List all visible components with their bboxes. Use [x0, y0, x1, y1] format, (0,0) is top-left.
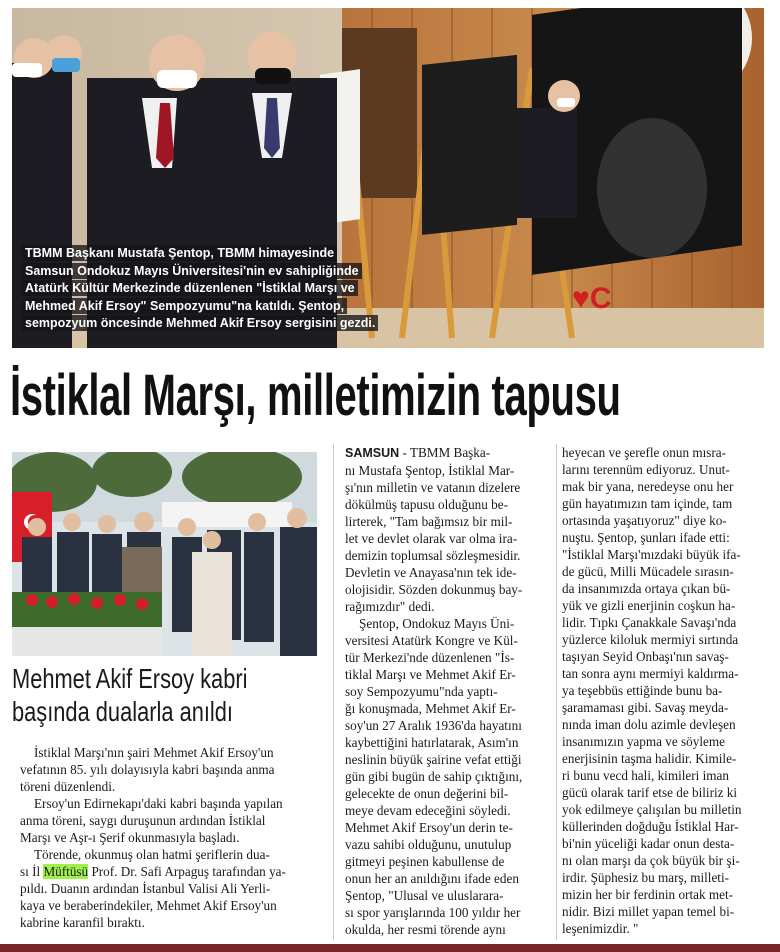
article-line: Devletin ve Anayasa'nın tek ide-	[345, 565, 517, 580]
article-line: şaramaması gibi. Savaş meyda-	[562, 700, 729, 715]
article-line: ya teşebbüs ettiğinde bunu ba-	[562, 683, 723, 698]
article-line: lidir. Tıpkı Çanakkale Savaşı'nda	[562, 615, 737, 630]
article-line: nuştu. Şentop, şunları ifade etti:	[562, 530, 730, 545]
article-column-3	[562, 444, 767, 937]
dateline: SAMSUN	[345, 446, 400, 460]
article-line: sı spor yarışlarında 100 yıldır her	[345, 905, 521, 920]
article-line: gücü olarak tarif etse de biliriz ki	[562, 785, 738, 800]
article-line: kaybettiğini hatırlatarak, Asım'ın	[345, 735, 519, 750]
article-line: gelecekte de onun değerini bil-	[345, 786, 509, 801]
article-line: okulda, her resmi törende aynı	[345, 922, 506, 937]
article-line: vazu sahibi olduğunu, unutulup	[345, 837, 512, 852]
article-line: irdir. Şüphesiz bu marş, milleti-	[562, 870, 730, 885]
article-line: tür Merkezi'nde düzenlenen "İs-	[345, 650, 515, 665]
article-line: şı'nın milletin ve vatanın dizelere	[345, 480, 521, 495]
article-line: gitmeyi peşinen kabullense de	[345, 854, 505, 869]
article-line: bi'nin yüceliği kadar onun desta-	[562, 836, 735, 851]
caption-line: sempozyum öncesinde Mehmed Akif Ersoy sergisini gezdi.	[22, 315, 378, 331]
article-line: heyecan ve şerefle onun mısra-	[562, 445, 727, 460]
caption-line: Samsun Ondokuz Mayıs Üniversitesi'nin ev sahipliğinde	[22, 263, 362, 279]
article-line: onun her an anıldığını ifade eden	[345, 871, 519, 886]
article-line: yük ve gizli enerjinin coşkun ha-	[562, 598, 736, 613]
article-line: gün hayatımızın tam içinde, tam	[562, 496, 733, 511]
article-line: insanımızın yapma ve söyleme	[562, 734, 725, 749]
article-line: tiklal Marşı ve Mehmet Akif Er-	[345, 667, 516, 682]
article-line: enerjisinin taşma halidir. Kimile-	[562, 751, 737, 766]
article-line: ri bunu vecd hali, kimileri iman	[562, 768, 730, 783]
article-line: let ve devlet olarak var olma ira-	[345, 531, 518, 546]
article-line: taşıyan Seyid Onbaşı'nın savaş-	[562, 649, 729, 664]
article-line: Şentop, Ondokuz Mayıs Üni-	[359, 616, 515, 631]
article-line: nında iman dolu azimle devleşen	[562, 717, 736, 732]
article-line: tan sonra aynı mermiyi kaldırma-	[562, 666, 739, 681]
article-line: demizin toplumsal sözleşmesidir.	[345, 548, 521, 563]
article-line: soy'un 27 Aralık 1936'da hayatını	[345, 718, 522, 733]
article-line: meye devam edeceğini söyledi.	[345, 803, 511, 818]
article-line: da insanımızda ortaya çıkan bü-	[562, 581, 731, 596]
article-line: küllerinden doğduğu İstiklal Har-	[562, 819, 739, 834]
article-line: nı olan marşı da çok büyük bir şi-	[562, 853, 740, 868]
article-line: Mehmet Akif Ersoy'un derin te-	[345, 820, 513, 835]
article-line: de gücü, Milli Mücadele sırasın-	[562, 564, 734, 579]
article-line: lirterek, "Tam bağımsız bir mil-	[345, 514, 513, 529]
secondary-story-body	[20, 744, 320, 931]
article-line: "İstiklal Marşı'mızdaki büyük ifa-	[562, 547, 741, 562]
article-line: leşenimizdir. "	[562, 921, 639, 936]
caption-line: Mehmed Akif Ersoy" Sempozyumu"na katıldı. Şentop,	[22, 298, 347, 314]
article-line: soy Sempozyumu"nda yaptı-	[345, 684, 498, 699]
article-line: dökülmüş tapusu olduğunu be-	[345, 497, 509, 512]
secondary-headline	[12, 662, 322, 728]
article-line: neslinin büyük şairine vefat ettiği	[345, 752, 522, 767]
column-divider	[333, 444, 334, 940]
paragraph: Törende, okunmuş olan hatmi şeriflerin dua- sı İl Müftüsü Prof. Dr. Safi Arpaguş tarafından ya- pıldı. Duanın ardından İstanbul Valisi Ali Yerli- kaya ve beraberindekiler, Mehmet Akif Ersoy'un kabrine karanfil bıraktı.	[20, 847, 286, 930]
article-line: mak bir yana, neredeyse onu her	[562, 479, 734, 494]
article-line: yüzlerce kiloluk mermiyi sırtında	[562, 632, 739, 647]
article-line: ğı konuşmada, Mehmet Akif Er-	[345, 701, 516, 716]
caption-line: TBMM Başkanı Mustafa Şentop, TBMM himayesinde	[22, 245, 337, 261]
paragraph: İstiklal Marşı'nın şairi Mehmet Akif Ersoy'un vefatının 85. yılı dolayısıyla kabri başında anma töreni düzenlendi.	[20, 745, 275, 794]
article-line: yok edilmeye çalışılan bu milletin	[562, 802, 742, 817]
article-line: rağımızdır" dedi.	[345, 599, 435, 614]
article-line: Şentop, "Ulusal ve uluslarara-	[345, 888, 504, 903]
secondary-headline-line: başında dualarla anıldı	[12, 696, 233, 727]
ceremony-photo	[12, 452, 317, 656]
caption-line: Atatürk Kültür Merkezinde düzenlenen "İstiklal Marşı ve	[22, 280, 358, 296]
photo-caption	[22, 245, 394, 333]
article-line: gün gibi bugün de sahip çıktığını,	[345, 769, 523, 784]
article-line: nı Mustafa Şentop, İstiklal Mar-	[345, 463, 515, 478]
article-line: versitesi Atatürk Kongre ve Kül-	[345, 633, 518, 648]
article-column-2: SAMSUN - TBMM Başka- nı Mustafa Şentop, İstiklal Mar- şı'nın milletin ve vatanın dizelere dökülmüş tapusu olduğunu be- lirterek, "Tam bağımsız bir mil- let ve devlet olarak var olma ira- demizin toplumsal sözleşmesidir. Devletin ve Anayasa'nın tek ide- olojisidir. Sözden dokunmuş bay- rağımızdır" dedi. Şentop, Ondokuz Mayıs Üni- versitesi Atatürk Kongre ve Kül- tür Merkezi'nde düzenlenen "İs- tiklal Marşı ve Mehmet Akif Er- soy Sempozyumu"nda yaptı- ğı konuşmada, Mehmet Akif Er- soy'un 27 Aralık 1936'da hayatını kaybettiğini hatırlatarak, Asım'ın neslinin büyük şairine vefat ettiği gün gibi bugün de sahip çıktığını, gelecekte de onun değerini bil- meye devam edeceğini söyledi. Mehmet Akif Ersoy'un derin te- vazu sahibi olduğunu, unutulup gitmeyi peşinen kabullense de onun her an anıldığını ifade eden Şentop, "Ulusal ve uluslarara- sı spor yarışlarında 100 yıldır her okulda, her resmi törende aynı	[345, 444, 550, 938]
article-line: olojisidir. Sözden dokunmuş bay-	[345, 582, 523, 597]
article-line: larını terennüm ediyoruz. Unut-	[562, 462, 730, 477]
article-line: ortasında yaşatıyoruz" diye ko-	[562, 513, 727, 528]
article-line: nidir. Bizi millet yapan temel bi-	[562, 904, 735, 919]
highlighted-word: Müftüsü	[43, 864, 89, 879]
article-line: mizin her bir ferdinin ortak met-	[562, 887, 734, 902]
paragraph: Ersoy'un Edirnekapı'daki kabri başında yapılan anma töreni, saygı duruşunun ardından İstiklal Marşı ve Aşr-ı Şerif okunmasıyla başladı.	[20, 796, 283, 845]
main-headline: İstiklal Marşı, milletimizin tapusu	[10, 363, 621, 428]
svg-text:♥C: ♥C	[572, 282, 612, 315]
column-divider	[556, 444, 557, 940]
secondary-headline-line: Mehmet Akif Ersoy kabri	[12, 663, 248, 694]
page-bottom-bar	[0, 944, 780, 952]
